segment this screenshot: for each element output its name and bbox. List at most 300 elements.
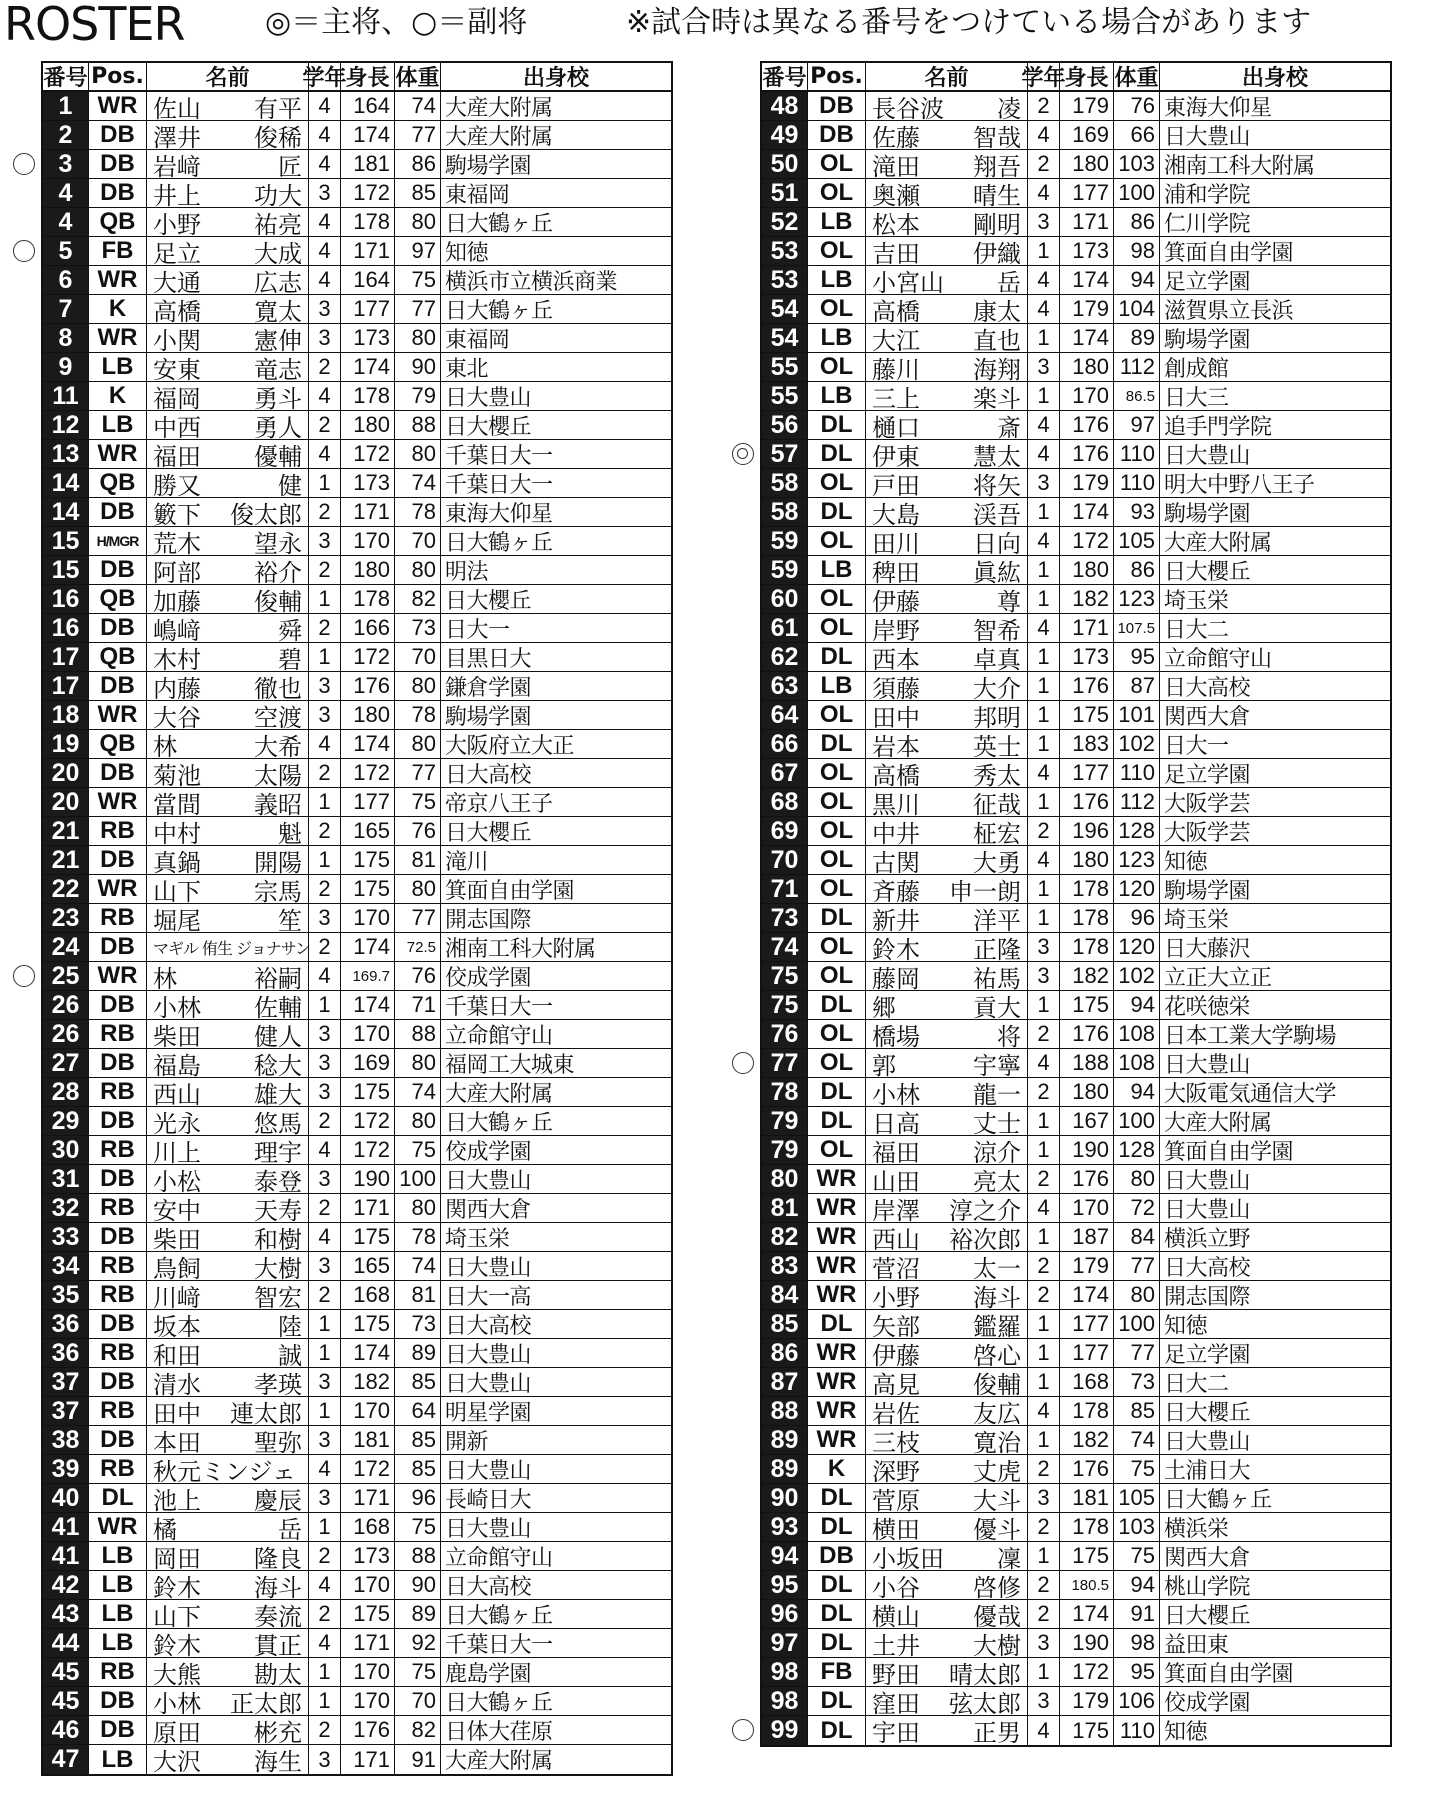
grade: 2 <box>1028 1281 1060 1309</box>
weight: 72.5 <box>395 933 441 961</box>
grade: 4 <box>1028 440 1060 468</box>
weight: 77 <box>1114 1252 1160 1280</box>
player-name <box>147 469 309 500</box>
table-row <box>43 1658 671 1687</box>
school: 長崎日大 <box>445 1487 532 1513</box>
jersey-number: 58 <box>762 498 808 526</box>
player-name <box>147 1397 309 1428</box>
weight: 75 <box>1114 1455 1160 1483</box>
table-row <box>43 1020 671 1049</box>
school: 横浜市立横浜商業 <box>445 269 618 295</box>
jersey-number: 4 <box>43 179 89 207</box>
grade: 2 <box>1028 1252 1060 1280</box>
grade: 3 <box>309 904 341 932</box>
weight: 77 <box>1114 1339 1160 1367</box>
position: WR <box>89 440 147 468</box>
table-row <box>762 469 1390 498</box>
position: WR <box>89 1513 147 1541</box>
height: 181 <box>341 150 395 178</box>
school: 千葉日大一 <box>445 472 553 498</box>
grade: 3 <box>309 1165 341 1193</box>
player-name-text: 清水 孝瑛 <box>153 1370 302 1399</box>
table-row <box>43 1368 671 1397</box>
jersey-number: 47 <box>43 1745 89 1774</box>
weight: 85 <box>1114 1397 1160 1425</box>
player-name <box>147 353 309 384</box>
player-name-text: 小林 龍一 <box>872 1080 1021 1109</box>
grade: 2 <box>309 1194 341 1222</box>
table-row <box>762 1136 1390 1165</box>
jersey-number: 4 <box>43 208 89 236</box>
height: 168 <box>1060 1368 1114 1396</box>
weight: 94 <box>1114 1571 1160 1599</box>
roster-table-right <box>760 61 1392 1747</box>
player-name-text: 長谷波 凌 <box>872 94 1021 123</box>
jersey-number: 76 <box>762 1020 808 1048</box>
weight: 106 <box>1114 1687 1160 1715</box>
jersey-number: 80 <box>762 1165 808 1193</box>
player-name-text: 菊池 太陽 <box>153 761 302 790</box>
grade: 4 <box>1028 527 1060 555</box>
table-row <box>43 585 671 614</box>
jersey-number: 93 <box>762 1513 808 1541</box>
roster-title: ROSTER <box>4 0 185 51</box>
height: 178 <box>1060 933 1114 961</box>
player-name-text: 福岡 勇斗 <box>153 384 302 413</box>
school: 日大高校 <box>445 762 532 788</box>
position: RB <box>89 1455 147 1483</box>
height: 179 <box>1060 469 1114 497</box>
jersey-number: 81 <box>762 1194 808 1222</box>
weight: 70 <box>395 643 441 671</box>
weight: 78 <box>395 701 441 729</box>
player-name <box>866 1078 1028 1109</box>
grade: 3 <box>1028 469 1060 497</box>
player-name <box>147 1426 309 1457</box>
height: 165 <box>341 1252 395 1280</box>
table-row <box>43 1716 671 1745</box>
vice-captain-mark-icon <box>13 153 35 175</box>
school: 箕面自由学園 <box>445 878 575 904</box>
table-row <box>762 1484 1390 1513</box>
height: 176 <box>1060 1455 1114 1483</box>
school: 日大豊山 <box>1164 1429 1251 1455</box>
jersey-number: 98 <box>762 1658 808 1686</box>
height: 172 <box>1060 1658 1114 1686</box>
player-name-text: 真鍋 開陽 <box>153 848 302 877</box>
weight: 77 <box>395 121 441 149</box>
table-row <box>43 962 671 991</box>
jersey-number: 8 <box>43 324 89 352</box>
school: 日大櫻丘 <box>445 414 532 440</box>
player-name-text: 岩本 英士 <box>872 732 1021 761</box>
table-row <box>43 1397 671 1426</box>
weight: 86 <box>1114 556 1160 584</box>
school: 日大鶴ヶ丘 <box>445 211 553 237</box>
player-name <box>147 759 309 790</box>
school: 日大二 <box>1164 617 1229 643</box>
player-name <box>866 1716 1028 1745</box>
player-name <box>147 440 309 471</box>
jersey-number: 89 <box>762 1426 808 1454</box>
grade: 1 <box>309 788 341 816</box>
jersey-number: 98 <box>762 1687 808 1715</box>
school: 駒場学園 <box>1164 327 1251 353</box>
school: 足立学園 <box>1164 1342 1251 1368</box>
header-grade: 学年 <box>1028 63 1060 90</box>
grade: 4 <box>309 440 341 468</box>
table-row <box>43 237 671 266</box>
weight: 84 <box>1114 1223 1160 1251</box>
grade: 4 <box>309 962 341 990</box>
player-name-text: 阿部 裕介 <box>153 558 302 587</box>
player-name <box>147 92 309 123</box>
table-row <box>43 1542 671 1571</box>
grade: 1 <box>309 1687 341 1715</box>
position: WR <box>808 1252 866 1280</box>
grade: 3 <box>309 1484 341 1512</box>
table-row <box>43 179 671 208</box>
grade: 1 <box>309 991 341 1019</box>
height: 171 <box>1060 208 1114 236</box>
player-name-text: 池上 慶辰 <box>153 1486 302 1515</box>
jersey-number: 83 <box>762 1252 808 1280</box>
weight: 80 <box>395 1049 441 1077</box>
player-name-text: 勝又 健 <box>153 471 302 500</box>
table-row <box>43 556 671 585</box>
weight: 75 <box>395 1136 441 1164</box>
grade: 4 <box>1028 1194 1060 1222</box>
weight: 86 <box>1114 208 1160 236</box>
player-name <box>866 904 1028 935</box>
school: 益田東 <box>1164 1632 1229 1658</box>
jersey-number: 68 <box>762 788 808 816</box>
player-name-text: 小松 泰登 <box>153 1167 302 1196</box>
player-name-text: 堀尾 笙 <box>153 906 302 935</box>
position: OL <box>808 875 866 903</box>
table-row <box>762 1281 1390 1310</box>
player-name <box>147 1252 309 1283</box>
position: WR <box>808 1397 866 1425</box>
height: 173 <box>341 469 395 497</box>
height: 175 <box>341 875 395 903</box>
grade: 1 <box>1028 672 1060 700</box>
player-name <box>866 1049 1028 1080</box>
height: 170 <box>341 1658 395 1686</box>
player-name <box>147 817 309 848</box>
table-row <box>43 121 671 150</box>
jersey-number: 15 <box>43 556 89 584</box>
player-name <box>866 237 1028 268</box>
height: 180 <box>1060 150 1114 178</box>
player-name <box>866 1281 1028 1312</box>
player-name-text: 林 大希 <box>153 732 302 761</box>
weight: 86 <box>395 150 441 178</box>
grade: 2 <box>309 875 341 903</box>
weight: 88 <box>395 411 441 439</box>
position: DB <box>808 1542 866 1570</box>
weight: 74 <box>395 1252 441 1280</box>
height: 173 <box>341 324 395 352</box>
school: 滝川 <box>445 849 489 875</box>
header-school: 出身校 <box>522 66 589 91</box>
position: DB <box>89 556 147 584</box>
weight: 88 <box>395 1542 441 1570</box>
position: LB <box>89 1745 147 1774</box>
table-row <box>43 1600 671 1629</box>
position: DL <box>808 904 866 932</box>
height: 176 <box>1060 411 1114 439</box>
position: DL <box>808 1484 866 1512</box>
weight: 105 <box>1114 527 1160 555</box>
player-name <box>866 759 1028 790</box>
jersey-number: 16 <box>43 614 89 642</box>
table-row <box>43 1136 671 1165</box>
grade: 4 <box>309 266 341 294</box>
position: DL <box>808 411 866 439</box>
school: 日大高校 <box>1164 675 1251 701</box>
position: DL <box>808 1716 866 1745</box>
jersey-number: 32 <box>43 1194 89 1222</box>
player-name <box>866 1252 1028 1283</box>
position: WR <box>89 875 147 903</box>
school: 日大高校 <box>445 1313 532 1339</box>
header-position: Pos. <box>89 63 147 90</box>
height: 172 <box>341 1455 395 1483</box>
school: 駒場学園 <box>1164 878 1251 904</box>
player-name-text: 當間 義昭 <box>153 790 302 819</box>
player-name <box>866 1455 1028 1486</box>
player-name-text: 西山 裕次郎 <box>872 1225 1021 1254</box>
jersey-number: 70 <box>762 846 808 874</box>
table-row <box>762 1397 1390 1426</box>
weight: 74 <box>1114 1426 1160 1454</box>
school: 横浜立野 <box>1164 1226 1251 1252</box>
position: DL <box>808 440 866 468</box>
player-name <box>866 411 1028 442</box>
player-name <box>866 1542 1028 1573</box>
jersey-number: 15 <box>43 527 89 555</box>
weight: 112 <box>1114 353 1160 381</box>
height: 172 <box>341 759 395 787</box>
weight: 81 <box>395 1281 441 1309</box>
jersey-number: 28 <box>43 1078 89 1106</box>
school: 日大豊山 <box>445 1371 532 1397</box>
player-name <box>866 1107 1028 1138</box>
school: 足立学園 <box>1164 269 1251 295</box>
player-name <box>866 933 1028 964</box>
school: 創成館 <box>1164 356 1229 382</box>
jersey-number: 22 <box>43 875 89 903</box>
grade: 3 <box>309 324 341 352</box>
position: DL <box>808 1310 866 1338</box>
height: 170 <box>1060 382 1114 410</box>
header-height: 身長 <box>341 63 395 90</box>
grade: 2 <box>309 1107 341 1135</box>
grade: 1 <box>1028 701 1060 729</box>
table-row <box>43 353 671 382</box>
table-row <box>43 672 671 701</box>
player-name-text: 高橋 秀太 <box>872 761 1021 790</box>
table-row <box>43 1310 671 1339</box>
player-name <box>147 1020 309 1051</box>
school: 千葉日大一 <box>445 443 553 469</box>
weight: 110 <box>1114 440 1160 468</box>
weight: 96 <box>395 1484 441 1512</box>
school: 日大豊山 <box>1164 1052 1251 1078</box>
weight: 88 <box>395 1020 441 1048</box>
roster-table-left <box>41 61 673 1776</box>
jersey-number: 3 <box>43 150 89 178</box>
jersey-number: 75 <box>762 962 808 990</box>
position: DB <box>89 672 147 700</box>
table-row <box>43 643 671 672</box>
grade: 1 <box>309 1513 341 1541</box>
height: 180 <box>341 556 395 584</box>
grade: 1 <box>1028 1426 1060 1454</box>
weight: 85 <box>395 1426 441 1454</box>
height: 180 <box>1060 353 1114 381</box>
school: 日大鶴ヶ丘 <box>445 1603 553 1629</box>
position: DL <box>808 643 866 671</box>
player-name <box>147 672 309 703</box>
school: 土浦日大 <box>1164 1458 1251 1484</box>
player-name-text: 西本 卓真 <box>872 645 1021 674</box>
school: 日大豊山 <box>445 1168 532 1194</box>
school: 大産大附属 <box>445 1081 553 1107</box>
player-name-text: 大江 直也 <box>872 326 1021 355</box>
position: RB <box>89 904 147 932</box>
player-name <box>866 150 1028 181</box>
jersey-number: 17 <box>43 643 89 671</box>
player-name <box>866 875 1028 906</box>
weight: 77 <box>395 904 441 932</box>
height: 179 <box>1060 1252 1114 1280</box>
height: 168 <box>341 1281 395 1309</box>
weight: 75 <box>1114 1542 1160 1570</box>
grade: 3 <box>309 295 341 323</box>
weight: 110 <box>1114 759 1160 787</box>
player-name <box>866 614 1028 645</box>
player-name <box>866 991 1028 1022</box>
player-name <box>866 498 1028 529</box>
player-name-text: 日高 丈士 <box>872 1109 1021 1138</box>
weight: 107.5 <box>1114 614 1160 642</box>
player-name-text: 吉田 伊織 <box>872 239 1021 268</box>
height: 175 <box>341 1600 395 1628</box>
grade: 3 <box>1028 1484 1060 1512</box>
school: 日大櫻丘 <box>1164 1603 1251 1629</box>
grade: 2 <box>309 1600 341 1628</box>
position: RB <box>89 817 147 845</box>
player-name-text: 鈴木 貫正 <box>153 1631 302 1660</box>
height: 170 <box>341 1397 395 1425</box>
school: 大阪学芸 <box>1164 791 1251 817</box>
height: 178 <box>341 382 395 410</box>
grade: 2 <box>309 411 341 439</box>
position: DL <box>808 1078 866 1106</box>
player-name-text: 岸澤 淳之介 <box>872 1196 1021 1225</box>
table-row <box>762 527 1390 556</box>
school: 大産大附属 <box>445 124 553 150</box>
player-name <box>147 498 309 529</box>
vice-captain-mark-icon <box>13 240 35 262</box>
table-row <box>762 1571 1390 1600</box>
player-name-text: 井上 功大 <box>153 181 302 210</box>
height: 181 <box>341 1426 395 1454</box>
weight: 85 <box>395 1455 441 1483</box>
weight: 128 <box>1114 1136 1160 1164</box>
table-row <box>762 817 1390 846</box>
player-name <box>866 266 1028 297</box>
table-row <box>762 411 1390 440</box>
table-row <box>762 1107 1390 1136</box>
jersey-number: 73 <box>762 904 808 932</box>
height: 171 <box>341 1484 395 1512</box>
school: 日大豊山 <box>445 1458 532 1484</box>
jersey-number: 87 <box>762 1368 808 1396</box>
grade: 1 <box>1028 1107 1060 1135</box>
height: 180 <box>341 411 395 439</box>
player-name-text: 松本 剛明 <box>872 210 1021 239</box>
weight: 80 <box>1114 1281 1160 1309</box>
height: 169 <box>341 1049 395 1077</box>
position: OL <box>808 759 866 787</box>
height: 180 <box>341 701 395 729</box>
position: WR <box>89 701 147 729</box>
table-row <box>762 585 1390 614</box>
player-name-text: 田中 邦明 <box>872 703 1021 732</box>
position: DB <box>89 1107 147 1135</box>
position: DB <box>89 1368 147 1396</box>
player-name-text: 澤井 俊稀 <box>153 123 302 152</box>
player-name <box>866 324 1028 355</box>
weight: 123 <box>1114 846 1160 874</box>
player-name <box>866 1426 1028 1457</box>
height: 172 <box>341 179 395 207</box>
position: RB <box>89 1281 147 1309</box>
player-name-text: 佐山 有平 <box>153 94 302 123</box>
position: DB <box>89 1716 147 1744</box>
position: QB <box>89 469 147 497</box>
weight: 120 <box>1114 875 1160 903</box>
position: OL <box>808 179 866 207</box>
jersey-number: 59 <box>762 556 808 584</box>
grade: 2 <box>1028 1571 1060 1599</box>
weight: 123 <box>1114 585 1160 613</box>
table-row <box>762 1223 1390 1252</box>
player-name-text: 橘 岳 <box>153 1515 302 1544</box>
school: 仁川学院 <box>1164 211 1251 237</box>
player-name-text: 須藤 大介 <box>872 674 1021 703</box>
position: OL <box>808 962 866 990</box>
jersey-number: 5 <box>43 237 89 265</box>
jersey-number: 79 <box>762 1136 808 1164</box>
height: 172 <box>341 1136 395 1164</box>
weight: 85 <box>395 1368 441 1396</box>
table-row <box>762 962 1390 991</box>
position: OL <box>808 1020 866 1048</box>
school: 箕面自由学園 <box>1164 1139 1294 1165</box>
table-row <box>43 614 671 643</box>
player-name-text: 西山 雄大 <box>153 1080 302 1109</box>
player-name <box>147 1136 309 1167</box>
player-name <box>866 440 1028 471</box>
grade: 1 <box>309 1397 341 1425</box>
height: 167 <box>1060 1107 1114 1135</box>
jersey-number: 60 <box>762 585 808 613</box>
height: 179 <box>1060 1687 1114 1715</box>
